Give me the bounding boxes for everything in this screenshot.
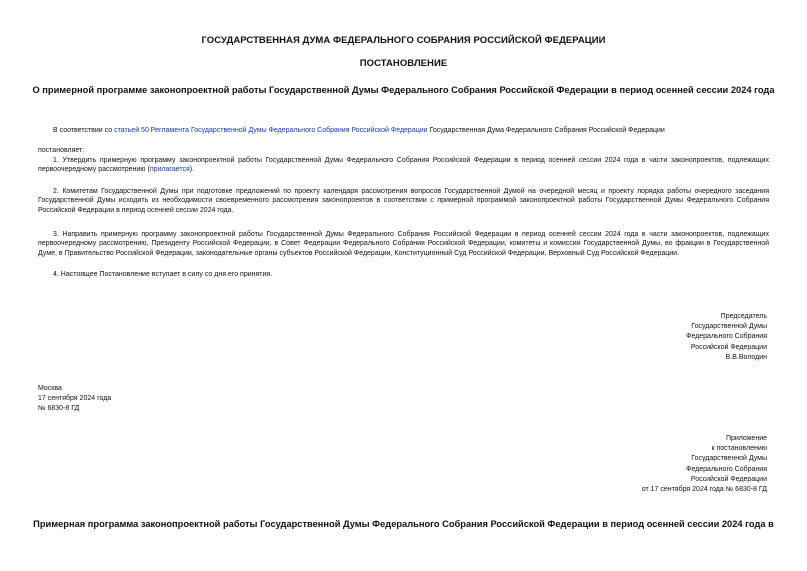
doc-number: № 6830-8 ГД [38, 405, 80, 413]
item-1: 1. Утвердить примерную программу законопроектной работы Государственной Думы Федерального Собрания Российской Федерации в период осенней сессии 2024 года в части законопроектов, подлежащих первоочередному рассмотрению (прилагается). [38, 157, 769, 174]
preamble-text: В соответствии со статьей 50 Регламента Государственной Думы Федерального Собрания Российской Федерации Государственная Дума Федерального Собрания Российской Федерации [53, 127, 665, 134]
doc-type: ПОСТАНОВЛЕНИЕ [359, 58, 448, 69]
regulation-article-link[interactable]: статьей 50 Регламента Государственной Думы Федерального Собрания Российской Федерации [114, 127, 428, 134]
item-2: 2. Комитетам Государственной Думы при подготовке предложений по проекту календаря рассмотрения вопросов Государственной Думой на очередной месяц и проекту порядка работы очередного заседания Государственной Думы исходить из необходимости своевременного рассмотрения законопроектов в соответствии с примерной программой законопроектной работы Государственной Думы Федерального Собрания Российской Федерации в период осенней сессии 2024 года. [38, 188, 769, 214]
program-title: Примерная программа законопроектной работы Государственной Думы Федерального Собрания Российской Федерации в период осенней сессии 2024 года в [33, 519, 774, 529]
appendix-block: Приложение к постановлению Государственной Думы Федерального Собрания Российской Федерации от 17 сентября 2024 года № 6830-8 ГД [641, 435, 767, 494]
preamble [38, 126, 769, 135]
place-date-block [38, 384, 111, 415]
date: 17 сентября 2024 года [38, 395, 112, 403]
signatory-name: В.В.Володин [725, 353, 767, 361]
doc-title: О примерной программе законопроектной работы Государственной Думы Федерального Собрания Российской Федерации в период осенней сессии 2024 года [32, 85, 775, 95]
signature-block: Председатель Государственной Думы Федерального Собрания Российской Федерации В.В.Володин [686, 312, 767, 363]
city: Москва [38, 385, 62, 392]
appendix-link[interactable]: прилагается [149, 166, 190, 174]
item-3: 3. Направить примерную программу законопроектной работы Государственной Думы Федерального Собрания Российской Федерации в период осенней сессии 2024 года в части законопроектов, подлежащих первоочередному рассмотрению, Президенту Российской Федерации, в Совет Федерации Федерального Собрания Российской Федерации, комитеты и комиссии Государственной Думы, во фракции в Государственной Думе, в Правительство Российской Федерации, законодательные органы субъектов Российской Федерации, Конституционный Суд Российской Федерации, Верховный Суд Российской Федерации. [38, 231, 769, 257]
decides-label: постановляет: [38, 147, 85, 154]
org-header: ГОСУДАРСТВЕННАЯ ДУМА ФЕДЕРАЛЬНОГО СОБРАНИЯ РОССИЙСКОЙ ФЕДЕРАЦИИ [201, 35, 606, 46]
item-4: 4. Настоящее Постановление вступает в силу со дня его принятия. [53, 271, 273, 278]
